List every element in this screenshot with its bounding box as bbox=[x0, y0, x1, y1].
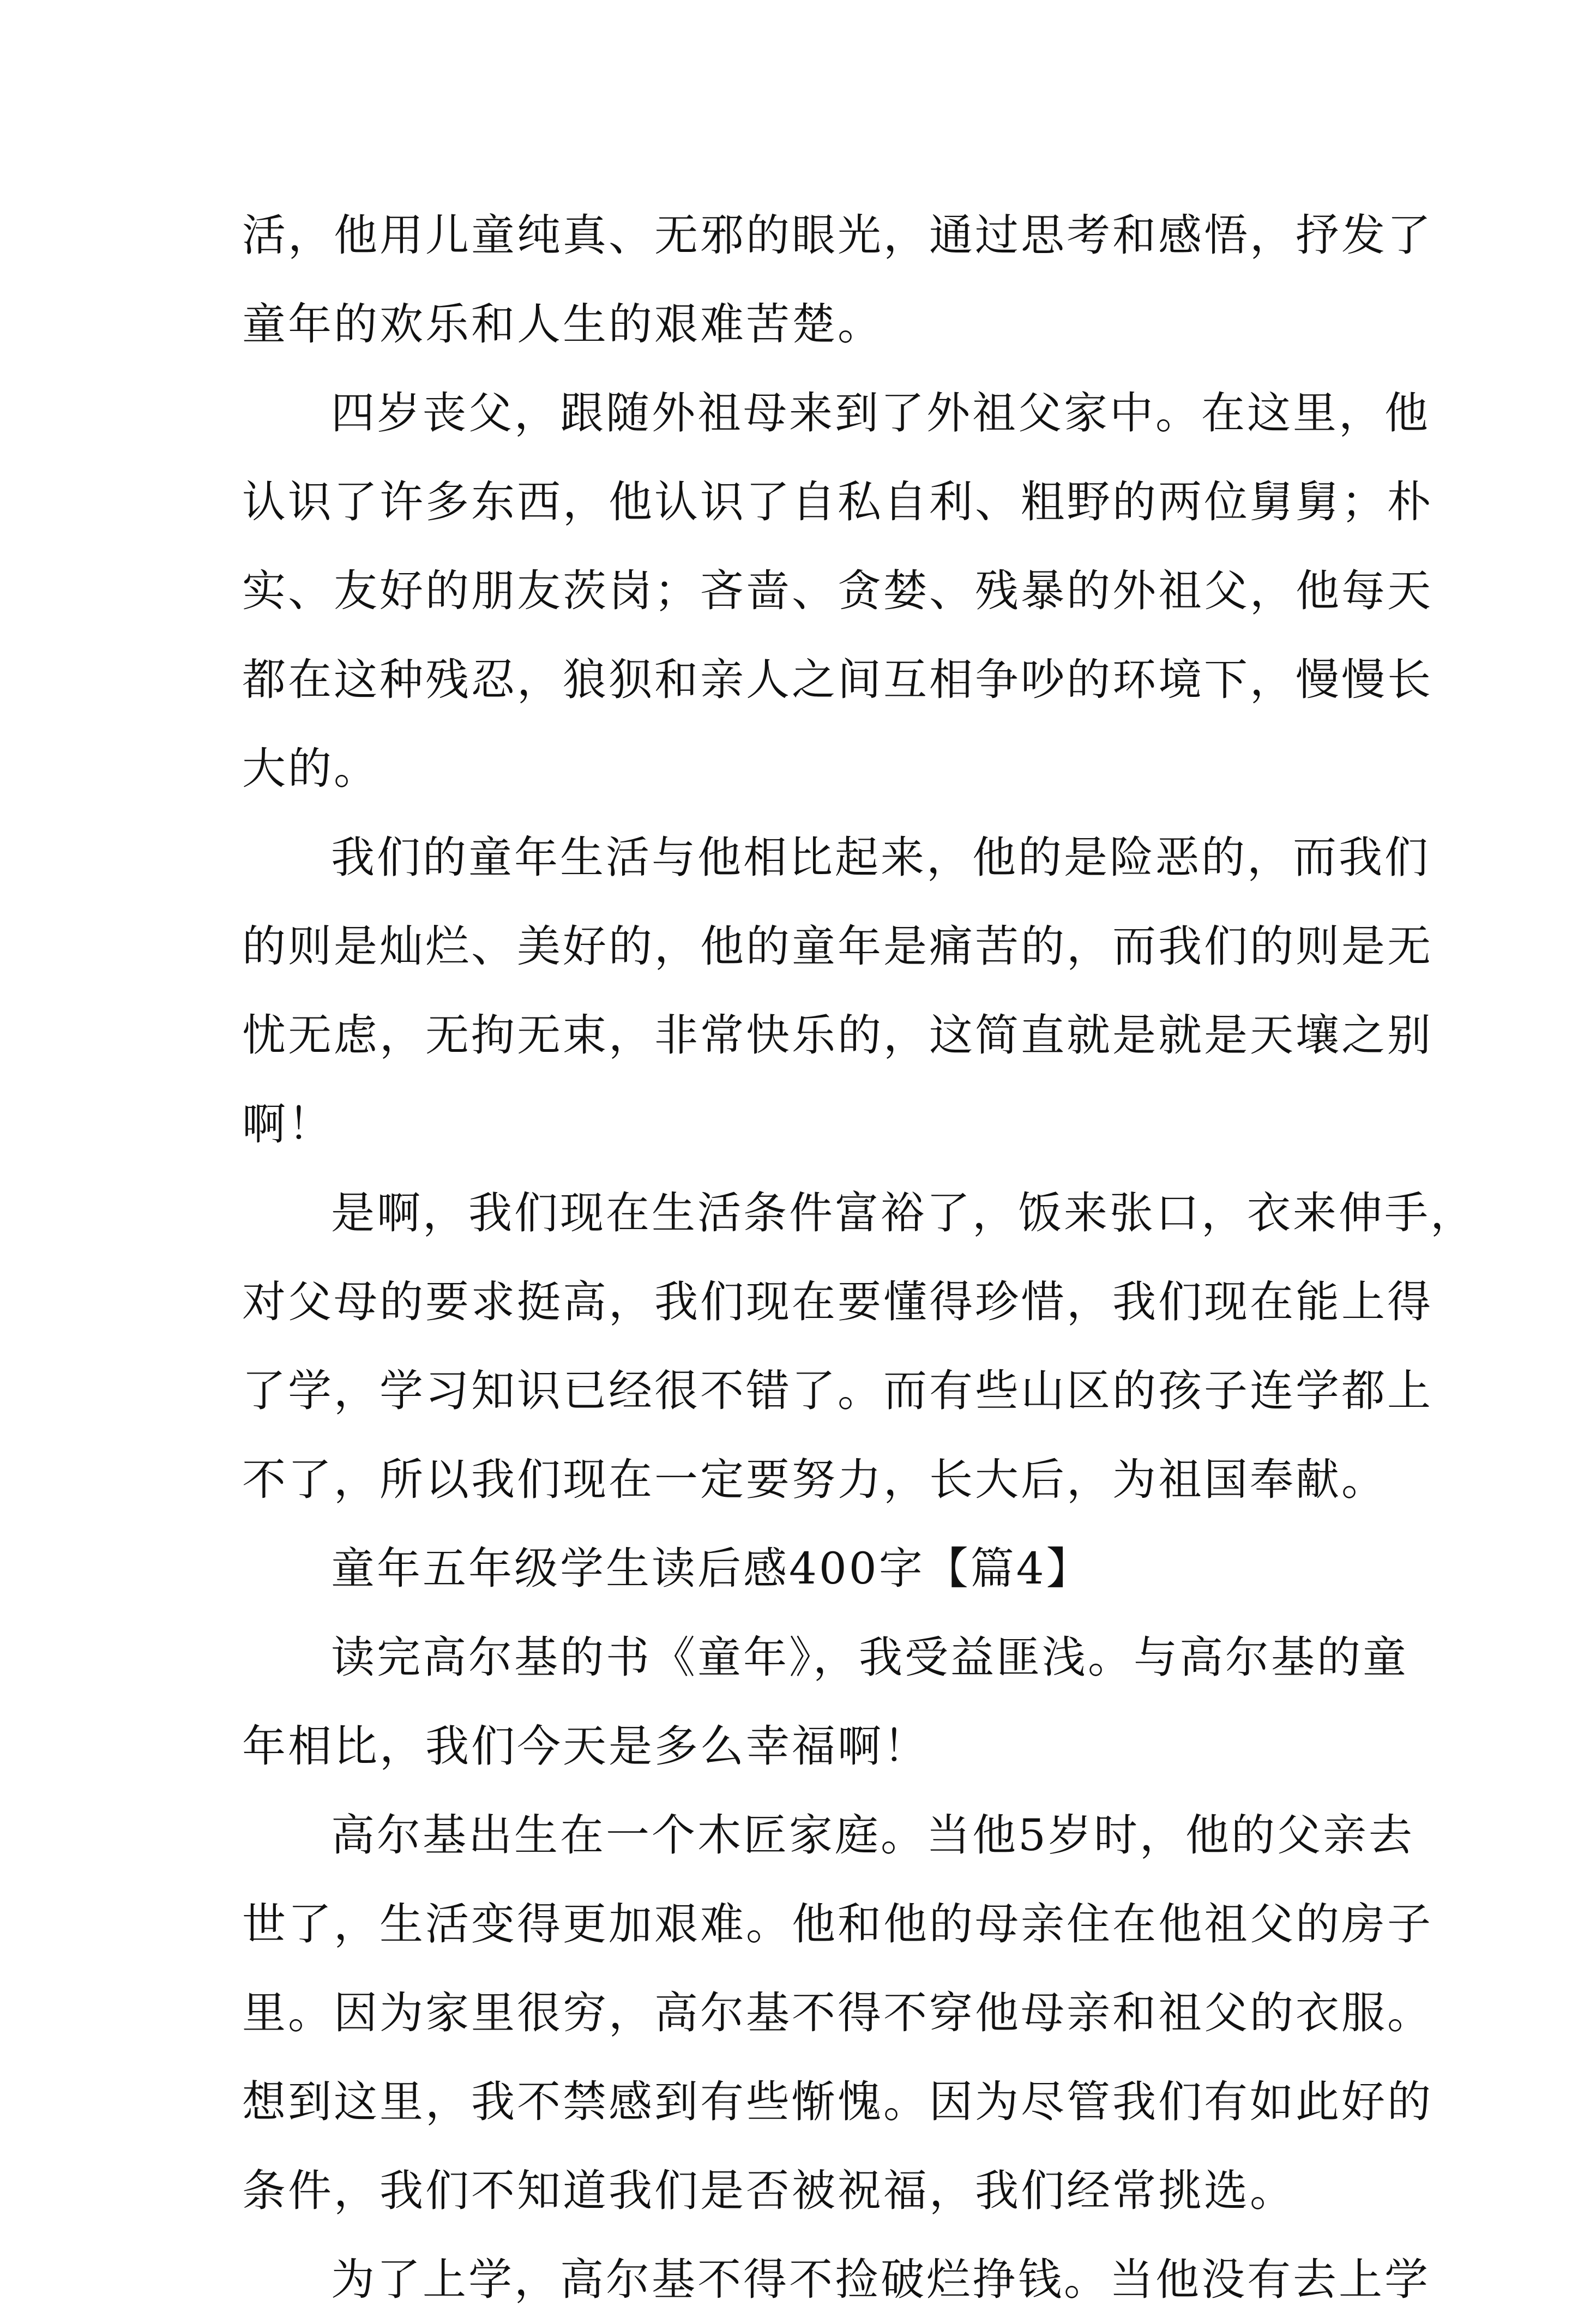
text-line: 都在这种残忍，狼狈和亲人之间互相争吵的环境下，慢慢长 bbox=[242, 654, 1433, 705]
text-line: 大的。 bbox=[242, 743, 380, 794]
paragraph-start-line: 读完高尔基的书《童年》，我受益匪浅。与高尔基的童 bbox=[331, 1632, 1408, 1683]
text-line: 世了，生活变得更加艰难。他和他的母亲住在他祖父的房子 bbox=[242, 1899, 1433, 1949]
text-line: 的则是灿烂、美好的，他的童年是痛苦的，而我们的则是无 bbox=[242, 921, 1433, 972]
text-line: 条件，我们不知道我们是否被祝福，我们经常挑选。 bbox=[242, 2165, 1296, 2216]
text-line: 里。因为家里很穷，高尔基不得不穿他母亲和祖父的衣服。 bbox=[242, 1988, 1433, 2038]
text-line: 啊！ bbox=[242, 1099, 334, 1149]
section-heading: 童年五年级学生读后感400字【篇4】 bbox=[331, 1543, 1092, 1594]
document-body bbox=[242, 191, 1476, 2324]
text-line: 活，他用儿童纯真、无邪的眼光，通过思考和感悟，抒发了 bbox=[242, 210, 1433, 261]
paragraph-start-line: 我们的童年生活与他相比起来，他的是险恶的，而我们 bbox=[331, 832, 1430, 883]
text-line: 年相比，我们今天是多么幸福啊！ bbox=[242, 1721, 929, 1772]
text-line: 实、友好的朋友茨岗；吝啬、贪婪、残暴的外祖父，他每天 bbox=[242, 565, 1433, 616]
text-line: 对父母的要求挺高，我们现在要懂得珍惜，我们现在能上得 bbox=[242, 1277, 1433, 1327]
paragraph-start-line: 高尔基出生在一个木匠家庭。当他5岁时，他的父亲去 bbox=[331, 1810, 1414, 1861]
paragraph-start-line: 为了上学，高尔基不得不捡破烂挣钱。当他没有去上学 bbox=[331, 2254, 1430, 2305]
paragraph-start-line: 是啊，我们现在生活条件富裕了，饭来张口，衣来伸手， bbox=[331, 1188, 1476, 1238]
text-line: 认识了许多东西，他认识了自私自利、粗野的两位舅舅；朴 bbox=[242, 477, 1433, 527]
paragraph-start-line: 四岁丧父，跟随外祖母来到了外祖父家中。在这里，他 bbox=[331, 388, 1430, 438]
text-line: 想到这里，我不禁感到有些惭愧。因为尽管我们有如此好的 bbox=[242, 2076, 1433, 2127]
text-line: 了学，学习知识已经很不错了。而有些山区的孩子连学都上 bbox=[242, 1365, 1433, 1416]
text-line: 不了，所以我们现在一定要努力，长大后，为祖国奉献。 bbox=[242, 1454, 1387, 1505]
text-line: 忧无虑，无拘无束，非常快乐的，这简直就是就是天壤之别 bbox=[242, 1010, 1433, 1061]
text-line: 童年的欢乐和人生的艰难苦楚。 bbox=[242, 299, 883, 350]
